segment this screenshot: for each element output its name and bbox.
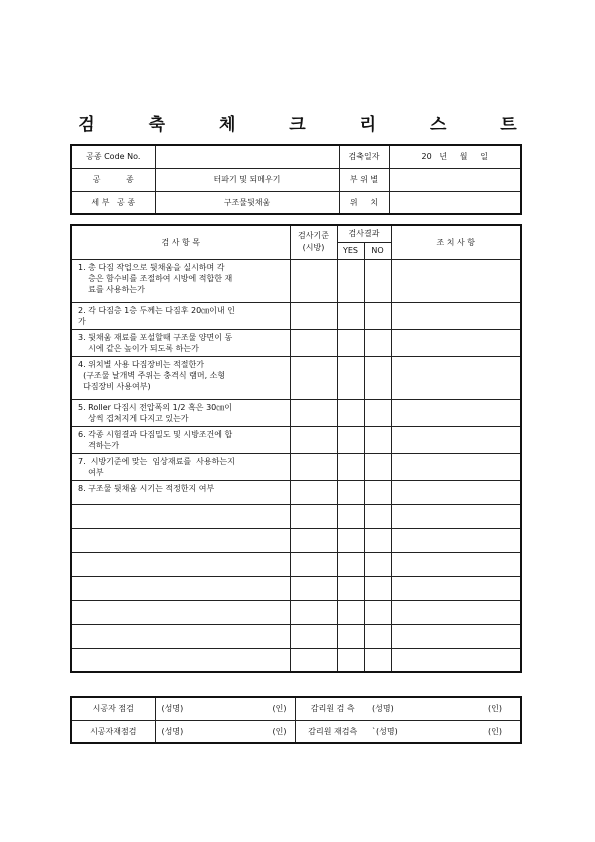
cell-standard[interactable] [290,480,337,504]
cell-yes[interactable] [337,453,364,480]
cell-yes[interactable] [337,399,364,426]
cell-no[interactable] [364,648,391,672]
cell-standard[interactable] [290,356,337,399]
checklist-item-7: 7. 시방기준에 맞는 임상재료를 사용하는지 여부 [71,453,290,480]
empty-row [71,528,521,552]
cell-yes[interactable] [337,624,364,648]
empty-row [71,552,521,576]
empty-row [71,600,521,624]
cell-standard[interactable] [290,648,337,672]
location-label: 위 치 [339,191,389,214]
work-type-label: 공 종 [71,168,155,191]
table-row [71,259,521,302]
checklist-item-2: 2. 각 다짐층 1층 두께는 다짐후 20㎝이내 인 가 [71,302,290,329]
checklist-item-5: 5. Roller 다짐시 전압폭의 1/2 혹은 30㎝이 상씩 겹쳐지게 다지고 있는가 [71,399,290,426]
checklist-item-4: 4. 위치별 사용 다짐장비는 적절한가 (구조물 날개벽 주위는 충격식 램머, 소형 다짐장비 사용여부) [71,356,290,399]
col-standard-header: 검사기준 (시방) [290,225,337,259]
cell-no[interactable] [364,552,391,576]
cell-no[interactable] [364,356,391,399]
cell-standard[interactable] [290,576,337,600]
cell-standard[interactable] [290,259,337,302]
cell-standard[interactable] [290,552,337,576]
checklist-item-6: 6. 각종 시험결과 다짐밀도 및 시방조건에 합 격하는가 [71,426,290,453]
supervisor-recheck-name-hint[interactable]: `(성명) [370,720,440,743]
cell-item[interactable] [71,528,290,552]
contractor-seal[interactable]: (인) [225,697,295,720]
cell-item[interactable] [71,552,290,576]
page-title: 검 축 체 크 리 스 트 [78,115,541,135]
cell-item[interactable] [71,624,290,648]
cell-yes[interactable] [337,356,364,399]
table-row [71,426,521,453]
cell-action[interactable] [391,329,521,356]
cell-no[interactable] [364,576,391,600]
work-code-value[interactable] [155,145,339,168]
checklist-item-1: 1. 총 다짐 작업으로 뒷채움을 실시하며 각 층은 함수비를 조절하여 시방에 적합한 재 료를 사용하는가 [71,259,290,302]
cell-yes[interactable] [337,302,364,329]
signature-table [70,696,522,744]
cell-standard[interactable] [290,399,337,426]
part-label: 부 위 별 [339,168,389,191]
checklist-table [70,224,522,673]
table-row [71,399,521,426]
table-row [71,329,521,356]
cell-action[interactable] [391,624,521,648]
cell-action[interactable] [391,528,521,552]
cell-action[interactable] [391,552,521,576]
cell-yes[interactable] [337,600,364,624]
cell-yes[interactable] [337,504,364,528]
cell-action[interactable] [391,399,521,426]
work-type-value[interactable]: 터파기 및 되메우기 [155,168,339,191]
cell-action[interactable] [391,504,521,528]
cell-no[interactable] [364,480,391,504]
work-code-label: 공종 Code No. [71,145,155,168]
contractor-name-hint[interactable]: (성명) [155,697,225,720]
cell-action[interactable] [391,356,521,399]
cell-action[interactable] [391,600,521,624]
contractor-recheck-seal[interactable]: (인) [225,720,295,743]
cell-standard[interactable] [290,329,337,356]
cell-no[interactable] [364,399,391,426]
cell-item[interactable] [71,576,290,600]
cell-standard[interactable] [290,426,337,453]
detail-label: 세 부 공 종 [71,191,155,214]
col-yes-header: YES [337,242,364,259]
checklist-item-8: 8. 구조물 뒷채움 시기는 적정한지 여부 [71,480,290,504]
cell-yes[interactable] [337,480,364,504]
cell-action[interactable] [391,648,521,672]
supervisor-recheck-label: 감리원 재검측 [295,720,370,743]
empty-row [71,576,521,600]
cell-item[interactable] [71,600,290,624]
cell-no[interactable] [364,600,391,624]
location-value[interactable] [389,191,521,214]
cell-no[interactable] [364,259,391,302]
cell-no[interactable] [364,329,391,356]
cell-standard[interactable] [290,600,337,624]
supervisor-recheck-seal[interactable]: (인) [440,720,521,743]
cell-action[interactable] [391,576,521,600]
checklist-item-3: 3. 뒷채움 재료를 포설할때 구조물 양면이 동 시에 같은 높이가 되도록 하는가 [71,329,290,356]
part-value[interactable] [389,168,521,191]
header-table [70,144,522,215]
cell-action[interactable] [391,302,521,329]
col-no-header: NO [364,242,391,259]
cell-standard[interactable] [290,453,337,480]
cell-yes[interactable] [337,552,364,576]
contractor-check-label: 시공자 점검 [71,697,155,720]
cell-no[interactable] [364,453,391,480]
table-row [71,480,521,504]
empty-row [71,648,521,672]
cell-standard[interactable] [290,302,337,329]
supervisor-seal[interactable]: (인) [440,697,521,720]
cell-yes[interactable] [337,528,364,552]
contractor-recheck-name-hint[interactable]: (성명) [155,720,225,743]
empty-row [71,504,521,528]
cell-yes[interactable] [337,648,364,672]
table-row [71,302,521,329]
detail-value[interactable]: 구조물뒷채움 [155,191,339,214]
cell-yes[interactable] [337,426,364,453]
cell-action[interactable] [391,480,521,504]
cell-no[interactable] [364,426,391,453]
cell-item[interactable] [71,648,290,672]
cell-yes[interactable] [337,576,364,600]
cell-item[interactable] [71,504,290,528]
cell-no[interactable] [364,528,391,552]
supervisor-name-hint[interactable]: (성명) [370,697,440,720]
cell-action[interactable] [391,453,521,480]
empty-row [71,624,521,648]
cell-standard[interactable] [290,504,337,528]
cell-no[interactable] [364,302,391,329]
col-item-header: 검 사 항 목 [71,225,290,259]
table-row [71,356,521,399]
col-action-header: 조 치 사 항 [391,225,521,259]
inspection-date-label: 검축일자 [339,145,389,168]
inspection-date-value[interactable]: 20 년 월 일 [389,145,521,168]
table-row [71,453,521,480]
cell-action[interactable] [391,259,521,302]
cell-action[interactable] [391,426,521,453]
cell-yes[interactable] [337,259,364,302]
cell-no[interactable] [364,624,391,648]
supervisor-check-label: 감리원 검 측 [295,697,370,720]
contractor-recheck-label: 시공자재점검 [71,720,155,743]
cell-standard[interactable] [290,528,337,552]
col-result-header: 검사결과 [337,225,391,242]
cell-no[interactable] [364,504,391,528]
cell-yes[interactable] [337,329,364,356]
cell-standard[interactable] [290,624,337,648]
